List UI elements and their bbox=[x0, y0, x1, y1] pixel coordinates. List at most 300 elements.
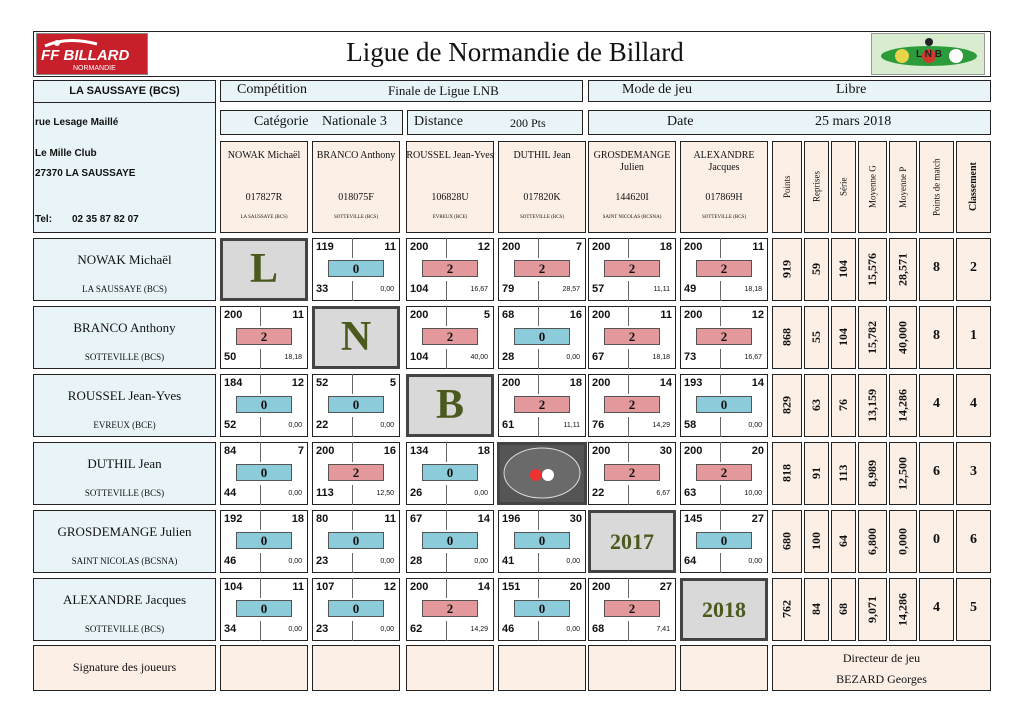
match-points-bar: 2 bbox=[696, 328, 752, 345]
match-reprises: 7 bbox=[575, 241, 582, 253]
match-average: 0,00 bbox=[288, 626, 302, 633]
match-reprises: 12 bbox=[477, 241, 490, 253]
match-reprises: 18 bbox=[569, 377, 582, 389]
match-points: 184 bbox=[224, 377, 243, 389]
stat-value: 100 bbox=[809, 532, 823, 551]
match-divider bbox=[628, 621, 629, 641]
match-divider bbox=[446, 485, 447, 505]
stat-value: 4 bbox=[933, 600, 940, 615]
match-serie: 26 bbox=[410, 487, 423, 499]
signature-cell[interactable] bbox=[498, 645, 586, 691]
match-divider bbox=[260, 349, 261, 369]
stat-value: 5 bbox=[970, 600, 977, 615]
competition-value: Finale de Ligue LNB bbox=[388, 83, 499, 98]
player-name: ROUSSEL Jean-Yves bbox=[67, 388, 182, 403]
match-divider bbox=[538, 281, 539, 301]
column-player-name: GROSDEMANGE Julien bbox=[593, 150, 671, 173]
match-average: 0,00 bbox=[380, 422, 394, 429]
match-serie: 50 bbox=[224, 351, 237, 363]
match-average: 0,00 bbox=[566, 626, 580, 633]
match-points: 200 bbox=[592, 445, 611, 457]
diagonal-cell: L bbox=[220, 238, 308, 301]
stat-value: 13,159 bbox=[865, 389, 879, 422]
diagonal-cell: N bbox=[312, 306, 400, 369]
match-divider bbox=[352, 578, 353, 598]
match-average: 0,00 bbox=[748, 422, 762, 429]
distance-value: 200 Pts bbox=[510, 116, 546, 130]
column-player-name: NOWAK Michaël bbox=[227, 150, 301, 161]
match-reprises: 20 bbox=[751, 445, 764, 457]
match-serie: 22 bbox=[316, 419, 329, 431]
match-points-bar: 0 bbox=[328, 532, 384, 549]
stat-value: 6 bbox=[970, 532, 977, 547]
match-average: 0,00 bbox=[288, 558, 302, 565]
club-tel: 02 35 87 82 07 bbox=[72, 214, 139, 225]
stat-value: 12,500 bbox=[895, 457, 910, 490]
match-divider bbox=[628, 578, 629, 598]
club-logo-badge bbox=[497, 442, 587, 505]
match-divider bbox=[720, 349, 721, 369]
match-points-bar: 0 bbox=[328, 260, 384, 277]
match-divider bbox=[538, 238, 539, 258]
diagonal-cell: 2017 bbox=[588, 510, 676, 573]
match-divider bbox=[538, 349, 539, 369]
player-club: SOTTEVILLE (BCS) bbox=[84, 352, 165, 362]
signature-cell[interactable] bbox=[220, 645, 308, 691]
match-reprises: 12 bbox=[383, 581, 396, 593]
match-points-bar: 0 bbox=[514, 600, 570, 617]
match-average: 11,11 bbox=[653, 286, 670, 293]
date-field bbox=[588, 110, 991, 135]
signature-cell[interactable] bbox=[680, 645, 768, 691]
match-average: 28,57 bbox=[562, 286, 580, 293]
match-divider bbox=[446, 238, 447, 258]
stat-value: 59 bbox=[809, 263, 823, 276]
match-average: 10,00 bbox=[744, 490, 762, 497]
match-points-bar: 2 bbox=[514, 396, 570, 413]
match-divider bbox=[628, 349, 629, 369]
match-divider bbox=[352, 510, 353, 530]
match-divider bbox=[260, 510, 261, 530]
column-club: LA SAUSSAYE (BCS) bbox=[240, 215, 288, 220]
match-points-bar: 2 bbox=[604, 396, 660, 413]
match-serie: 63 bbox=[684, 487, 697, 499]
stat-header-label: Moyenne G bbox=[867, 165, 878, 209]
match-average: 16,67 bbox=[470, 286, 488, 293]
stat-header-label: Points de match bbox=[931, 158, 942, 216]
match-divider bbox=[720, 374, 721, 394]
match-points-bar: 0 bbox=[422, 532, 478, 549]
stat-value: 9,071 bbox=[865, 596, 879, 623]
player-name: ALEXANDRE Jacques bbox=[62, 592, 187, 607]
match-points-bar: 0 bbox=[236, 464, 292, 481]
match-reprises: 5 bbox=[483, 309, 490, 321]
match-serie: 58 bbox=[684, 419, 697, 431]
match-reprises: 11 bbox=[384, 241, 396, 253]
column-licence: 106828U bbox=[431, 192, 469, 203]
match-average: 14,29 bbox=[470, 626, 488, 633]
stat-value: 8,989 bbox=[865, 460, 879, 487]
stat-value: 762 bbox=[779, 600, 794, 619]
stat-value: 76 bbox=[836, 399, 850, 412]
match-divider bbox=[352, 553, 353, 573]
match-reprises: 18 bbox=[291, 513, 304, 525]
player-club: SOTTEVILLE (BCS) bbox=[84, 624, 165, 634]
match-serie: 52 bbox=[224, 419, 237, 431]
categorie-value: Nationale 3 bbox=[322, 114, 387, 129]
match-serie: 46 bbox=[224, 555, 237, 567]
club-city: 27370 LA SAUSSAYE bbox=[35, 168, 136, 179]
stat-value: 919 bbox=[779, 260, 794, 279]
match-serie: 61 bbox=[502, 419, 515, 431]
match-divider bbox=[720, 553, 721, 573]
column-club: EVREUX (BCE) bbox=[432, 215, 468, 220]
match-points-bar: 0 bbox=[236, 532, 292, 549]
match-points: 200 bbox=[410, 581, 429, 593]
stat-value: 104 bbox=[836, 328, 850, 347]
match-reprises: 27 bbox=[659, 581, 672, 593]
stat-header-label: Moyenne P bbox=[898, 166, 908, 208]
match-divider bbox=[446, 578, 447, 598]
match-divider bbox=[538, 374, 539, 394]
match-reprises: 11 bbox=[292, 581, 304, 593]
match-divider bbox=[538, 510, 539, 530]
stat-value: 1 bbox=[970, 328, 977, 343]
match-serie: 34 bbox=[224, 623, 237, 635]
match-reprises: 18 bbox=[477, 445, 490, 457]
diagonal-cell: B bbox=[406, 374, 494, 437]
match-divider bbox=[446, 553, 447, 573]
match-divider bbox=[446, 349, 447, 369]
match-points: 151 bbox=[502, 581, 521, 593]
match-divider bbox=[720, 510, 721, 530]
match-serie: 49 bbox=[684, 283, 697, 295]
match-serie: 104 bbox=[410, 351, 429, 363]
match-average: 12,50 bbox=[376, 490, 394, 497]
match-reprises: 18 bbox=[659, 241, 672, 253]
match-average: 0,00 bbox=[474, 558, 488, 565]
match-points: 200 bbox=[684, 241, 703, 253]
stat-value: 14,286 bbox=[895, 593, 910, 626]
column-player-name: ROUSSEL Jean-Yves bbox=[406, 150, 494, 161]
match-divider bbox=[628, 417, 629, 437]
match-average: 0,00 bbox=[380, 558, 394, 565]
match-divider bbox=[538, 306, 539, 326]
signature-cell[interactable] bbox=[406, 645, 494, 691]
match-points-bar: 2 bbox=[236, 328, 292, 345]
match-points: 200 bbox=[410, 309, 429, 321]
match-serie: 62 bbox=[410, 623, 423, 635]
player-name: BRANCO Anthony bbox=[73, 320, 176, 335]
match-average: 0,00 bbox=[380, 286, 394, 293]
match-points-bar: 2 bbox=[422, 600, 478, 617]
mode-label: Mode de jeu bbox=[622, 82, 692, 97]
match-points-bar: 2 bbox=[422, 328, 478, 345]
match-points-bar: 2 bbox=[604, 260, 660, 277]
match-points-bar: 2 bbox=[696, 464, 752, 481]
player-club: LA SAUSSAYE (BCS) bbox=[82, 284, 167, 294]
column-licence: 017869H bbox=[705, 192, 743, 203]
club-place: Le Mille Club bbox=[35, 148, 97, 159]
match-points: 200 bbox=[316, 445, 335, 457]
match-divider bbox=[628, 281, 629, 301]
match-reprises: 16 bbox=[569, 309, 582, 321]
column-player-name: DUTHIL Jean bbox=[513, 150, 571, 161]
match-average: 14,29 bbox=[652, 422, 670, 429]
match-points: 104 bbox=[224, 581, 243, 593]
match-average: 0,00 bbox=[566, 558, 580, 565]
match-divider bbox=[352, 621, 353, 641]
stat-value: 4 bbox=[970, 396, 977, 411]
match-divider bbox=[260, 374, 261, 394]
match-points: 68 bbox=[502, 309, 515, 321]
match-points: 200 bbox=[502, 377, 521, 389]
match-divider bbox=[446, 281, 447, 301]
stat-value: 868 bbox=[779, 328, 794, 347]
player-club: EVREUX (BCE) bbox=[93, 420, 156, 430]
match-divider bbox=[352, 281, 353, 301]
stat-header-label: Classement bbox=[968, 162, 979, 212]
stat-value: 8 bbox=[933, 260, 940, 275]
match-divider bbox=[446, 621, 447, 641]
match-divider bbox=[446, 510, 447, 530]
match-reprises: 20 bbox=[569, 581, 582, 593]
match-points-bar: 2 bbox=[514, 260, 570, 277]
match-average: 16,67 bbox=[744, 354, 762, 361]
match-reprises: 14 bbox=[751, 377, 764, 389]
stat-value: 6 bbox=[933, 464, 940, 479]
match-points: 193 bbox=[684, 377, 703, 389]
match-serie: 41 bbox=[502, 555, 515, 567]
stat-value: 4 bbox=[933, 396, 940, 411]
match-points-bar: 2 bbox=[696, 260, 752, 277]
diagonal-cell: 2018 bbox=[680, 578, 768, 641]
match-reprises: 14 bbox=[477, 513, 490, 525]
stat-value: 55 bbox=[809, 331, 823, 344]
categorie-label: Catégorie bbox=[254, 114, 309, 129]
date-value: 25 mars 2018 bbox=[815, 114, 892, 129]
logo-left-text: FF BILLARD bbox=[41, 47, 130, 64]
match-divider bbox=[628, 442, 629, 462]
match-reprises: 12 bbox=[291, 377, 304, 389]
director-label: Directeur de jeu bbox=[842, 651, 921, 665]
stat-value: 84 bbox=[809, 603, 823, 616]
match-reprises: 30 bbox=[569, 513, 582, 525]
match-points: 200 bbox=[224, 309, 243, 321]
column-licence: 017820K bbox=[523, 192, 561, 203]
match-serie: 46 bbox=[502, 623, 515, 635]
match-points-bar: 2 bbox=[422, 260, 478, 277]
stat-value: 28,571 bbox=[895, 253, 910, 286]
match-divider bbox=[628, 374, 629, 394]
match-points: 119 bbox=[316, 241, 334, 253]
club-name: LA SAUSSAYE (BCS) bbox=[69, 85, 180, 97]
match-reprises: 5 bbox=[389, 377, 396, 389]
match-points-bar: 0 bbox=[328, 396, 384, 413]
match-divider bbox=[538, 578, 539, 598]
match-divider bbox=[538, 553, 539, 573]
player-name: DUTHIL Jean bbox=[87, 456, 162, 471]
date-label: Date bbox=[667, 114, 694, 129]
match-divider bbox=[352, 238, 353, 258]
match-points-bar: 2 bbox=[604, 600, 660, 617]
signature-label: Signature des joueurs bbox=[72, 660, 177, 674]
match-reprises: 14 bbox=[659, 377, 672, 389]
match-divider bbox=[260, 306, 261, 326]
match-average: 0,00 bbox=[288, 490, 302, 497]
player-club: SOTTEVILLE (BCS) bbox=[84, 488, 165, 498]
match-reprises: 11 bbox=[660, 309, 672, 321]
match-points: 200 bbox=[592, 241, 611, 253]
stat-value: 3 bbox=[970, 464, 977, 479]
stat-value: 104 bbox=[836, 260, 850, 279]
match-points-bar: 0 bbox=[514, 532, 570, 549]
match-divider bbox=[260, 553, 261, 573]
column-club: SOTTEVILLE (BCS) bbox=[519, 215, 565, 220]
match-reprises: 11 bbox=[384, 513, 396, 525]
signature-cell[interactable] bbox=[588, 645, 676, 691]
column-club: SOTTEVILLE (BCS) bbox=[333, 215, 379, 220]
match-divider bbox=[538, 417, 539, 437]
match-divider bbox=[260, 442, 261, 462]
match-serie: 64 bbox=[684, 555, 697, 567]
match-average: 18,18 bbox=[652, 354, 670, 361]
match-divider bbox=[446, 442, 447, 462]
player-name: GROSDEMANGE Julien bbox=[57, 524, 192, 539]
match-points: 192 bbox=[224, 513, 243, 525]
stat-value: 64 bbox=[836, 535, 850, 548]
match-divider bbox=[538, 621, 539, 641]
match-serie: 33 bbox=[316, 283, 329, 295]
column-licence: 144620I bbox=[615, 192, 649, 203]
match-serie: 104 bbox=[410, 283, 429, 295]
match-divider bbox=[352, 417, 353, 437]
match-reprises: 11 bbox=[292, 309, 304, 321]
match-points: 200 bbox=[684, 445, 703, 457]
match-serie: 113 bbox=[316, 487, 334, 499]
stat-header-label: Points bbox=[782, 175, 792, 199]
match-average: 0,00 bbox=[474, 490, 488, 497]
match-points-bar: 2 bbox=[604, 328, 660, 345]
match-reprises: 27 bbox=[751, 513, 764, 525]
match-divider bbox=[260, 578, 261, 598]
match-serie: 28 bbox=[502, 351, 515, 363]
mode-value: Libre bbox=[836, 82, 867, 97]
match-points: 200 bbox=[410, 241, 429, 253]
match-serie: 76 bbox=[592, 419, 605, 431]
ff-billard-logo bbox=[36, 33, 148, 75]
match-points: 84 bbox=[224, 445, 237, 457]
match-points-bar: 0 bbox=[236, 600, 292, 617]
match-points: 80 bbox=[316, 513, 329, 525]
match-divider bbox=[446, 306, 447, 326]
match-reprises: 7 bbox=[297, 445, 304, 457]
club-street: rue Lesage Maillé bbox=[35, 117, 119, 128]
match-serie: 73 bbox=[684, 351, 697, 363]
stat-value: 14,286 bbox=[895, 389, 910, 422]
match-points: 200 bbox=[592, 377, 611, 389]
match-average: 40,00 bbox=[470, 354, 488, 361]
match-points: 52 bbox=[316, 377, 329, 389]
match-serie: 68 bbox=[592, 623, 605, 635]
player-club: SAINT NICOLAS (BCSNA) bbox=[71, 556, 178, 566]
match-points: 145 bbox=[684, 513, 703, 525]
match-average: 11,11 bbox=[563, 422, 580, 429]
match-average: 18,18 bbox=[744, 286, 762, 293]
club-tel-label: Tel: bbox=[35, 214, 53, 225]
stat-value: 680 bbox=[779, 532, 794, 551]
match-divider bbox=[628, 306, 629, 326]
match-divider bbox=[720, 306, 721, 326]
stat-header-label: Reprises bbox=[811, 171, 822, 203]
match-divider bbox=[720, 281, 721, 301]
match-average: 18,18 bbox=[284, 354, 302, 361]
match-serie: 79 bbox=[502, 283, 515, 295]
stat-value: 818 bbox=[779, 464, 794, 483]
stat-value: 113 bbox=[836, 464, 850, 483]
stat-value: 15,576 bbox=[865, 253, 879, 286]
match-divider bbox=[720, 442, 721, 462]
logo-right-text: L N B bbox=[916, 49, 942, 60]
match-points: 200 bbox=[684, 309, 703, 321]
match-average: 7,41 bbox=[656, 626, 670, 633]
match-points-bar: 2 bbox=[328, 464, 384, 481]
match-points: 107 bbox=[316, 581, 335, 593]
match-divider bbox=[720, 238, 721, 258]
stat-value: 2 bbox=[970, 260, 977, 275]
match-points-bar: 0 bbox=[696, 532, 752, 549]
column-club: SAINT NICOLAS (BCSNA) bbox=[602, 215, 662, 220]
match-reprises: 11 bbox=[752, 241, 764, 253]
match-divider bbox=[260, 417, 261, 437]
match-reprises: 16 bbox=[383, 445, 396, 457]
match-points-bar: 0 bbox=[328, 600, 384, 617]
match-reprises: 30 bbox=[659, 445, 672, 457]
match-serie: 23 bbox=[316, 555, 329, 567]
match-points: 134 bbox=[410, 445, 429, 457]
match-points: 200 bbox=[592, 309, 611, 321]
match-divider bbox=[628, 238, 629, 258]
lnb-logo bbox=[871, 33, 985, 75]
stat-value: 0 bbox=[933, 532, 940, 547]
match-points-bar: 2 bbox=[604, 464, 660, 481]
competition-label: Compétition bbox=[237, 82, 307, 97]
player-name: NOWAK Michaël bbox=[77, 252, 172, 267]
signature-cell[interactable] bbox=[312, 645, 400, 691]
stat-value: 829 bbox=[779, 396, 794, 415]
match-points-bar: 0 bbox=[514, 328, 570, 345]
stat-value: 15,782 bbox=[865, 321, 879, 354]
column-licence: 017827R bbox=[245, 192, 283, 203]
distance-label: Distance bbox=[414, 114, 463, 129]
logo-left-sub: NORMANDIE bbox=[73, 65, 116, 72]
match-points: 200 bbox=[592, 581, 611, 593]
match-points: 200 bbox=[502, 241, 521, 253]
stat-value: 8 bbox=[933, 328, 940, 343]
stat-value: 68 bbox=[836, 603, 850, 616]
column-player-name: ALEXANDRE Jacques bbox=[693, 150, 755, 173]
match-average: 0,00 bbox=[748, 558, 762, 565]
match-divider bbox=[352, 442, 353, 462]
director-name: BEZARD Georges bbox=[836, 672, 927, 686]
match-average: 0,00 bbox=[288, 422, 302, 429]
match-average: 6,67 bbox=[656, 490, 670, 497]
match-reprises: 14 bbox=[477, 581, 490, 593]
match-serie: 23 bbox=[316, 623, 329, 635]
stat-value: 40,000 bbox=[895, 321, 910, 354]
match-points: 196 bbox=[502, 513, 521, 525]
page-title: Ligue de Normandie de Billard bbox=[346, 37, 684, 67]
